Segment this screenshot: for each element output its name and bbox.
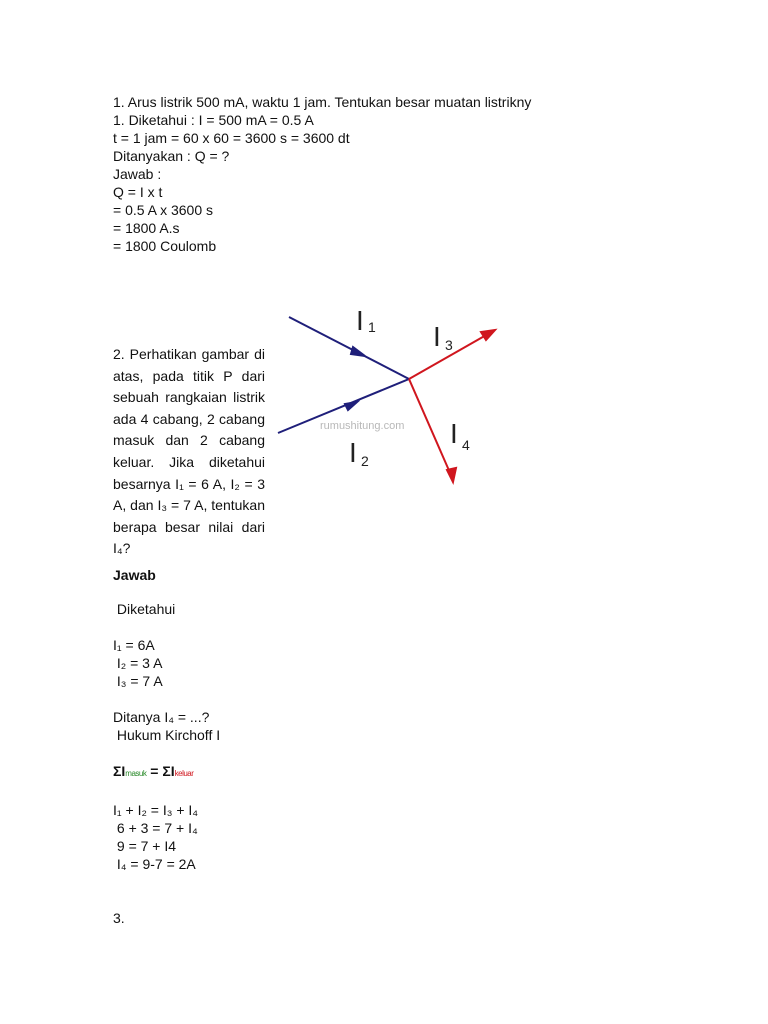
known-value: I₃ = 7 A	[113, 672, 163, 689]
label-i3-subscript: 3	[445, 337, 453, 353]
step: I₁ + I₂ = I₃ + I₄	[113, 801, 198, 818]
step: 9 = 7 + I4	[113, 837, 177, 854]
known-label: Diketahui	[113, 600, 176, 617]
problem3-number: 3.	[113, 909, 125, 926]
step: I₄ = 9-7 = 2A	[113, 855, 196, 872]
label-i1: I	[356, 305, 364, 336]
law-name: Hukum Kirchoff I	[113, 726, 221, 743]
label-i4-subscript: 4	[462, 437, 470, 453]
problem1-line: Jawab :	[113, 166, 162, 182]
step: 6 + 3 = 7 + I₄	[113, 819, 198, 836]
problem1-line: = 1800 Coulomb	[113, 238, 217, 254]
label-i2: I	[349, 437, 357, 468]
problem1-line: 1. Arus listrik 500 mA, waktu 1 jam. Tentukan besar muatan listrikny	[113, 94, 532, 110]
problem2-text: 2. Perhatikan gambar di atas, pada titik P dari sebuah rangkaian listrik ada 4 cabang, 2 cabang masuk dan 2 cabang keluar. Jika diketahui besarnya I₁ = 6 A, I₂ = 3 A, dan I₃ = 7 A, tentukan berapa besar nilai dari I₄?	[113, 346, 265, 557]
known-value: I₂ = 3 A	[113, 654, 163, 671]
problem2-and-answer	[113, 344, 513, 927]
known-value: I₁ = 6A	[113, 636, 155, 653]
watermark: rumushitung.com	[320, 420, 405, 432]
asked: Ditanya I₄ = ...?	[113, 708, 210, 725]
arrow-i3-icon	[481, 330, 495, 340]
problem1-line: t = 1 jam = 60 x 60 = 3600 s = 3600 dt	[113, 130, 350, 146]
label-i4: I	[450, 418, 458, 449]
label-i3: I	[433, 321, 441, 352]
problem1-line: = 0.5 A x 3600 s	[113, 202, 214, 218]
problem1-line: Ditanyakan : Q = ?	[113, 148, 230, 164]
problem1-line: = 1800 A.s	[113, 220, 180, 236]
kirchhoff-formula: ΣImasuk = ΣIkeluar	[113, 762, 194, 779]
answer-heading: Jawab	[113, 566, 156, 583]
problem1-line: Q = I x t	[113, 184, 163, 200]
label-i1-subscript: 1	[368, 319, 376, 335]
problem1-line: 1. Diketahui : I = 500 mA = 0.5 A	[113, 112, 314, 128]
label-i2-subscript: 2	[361, 453, 369, 469]
